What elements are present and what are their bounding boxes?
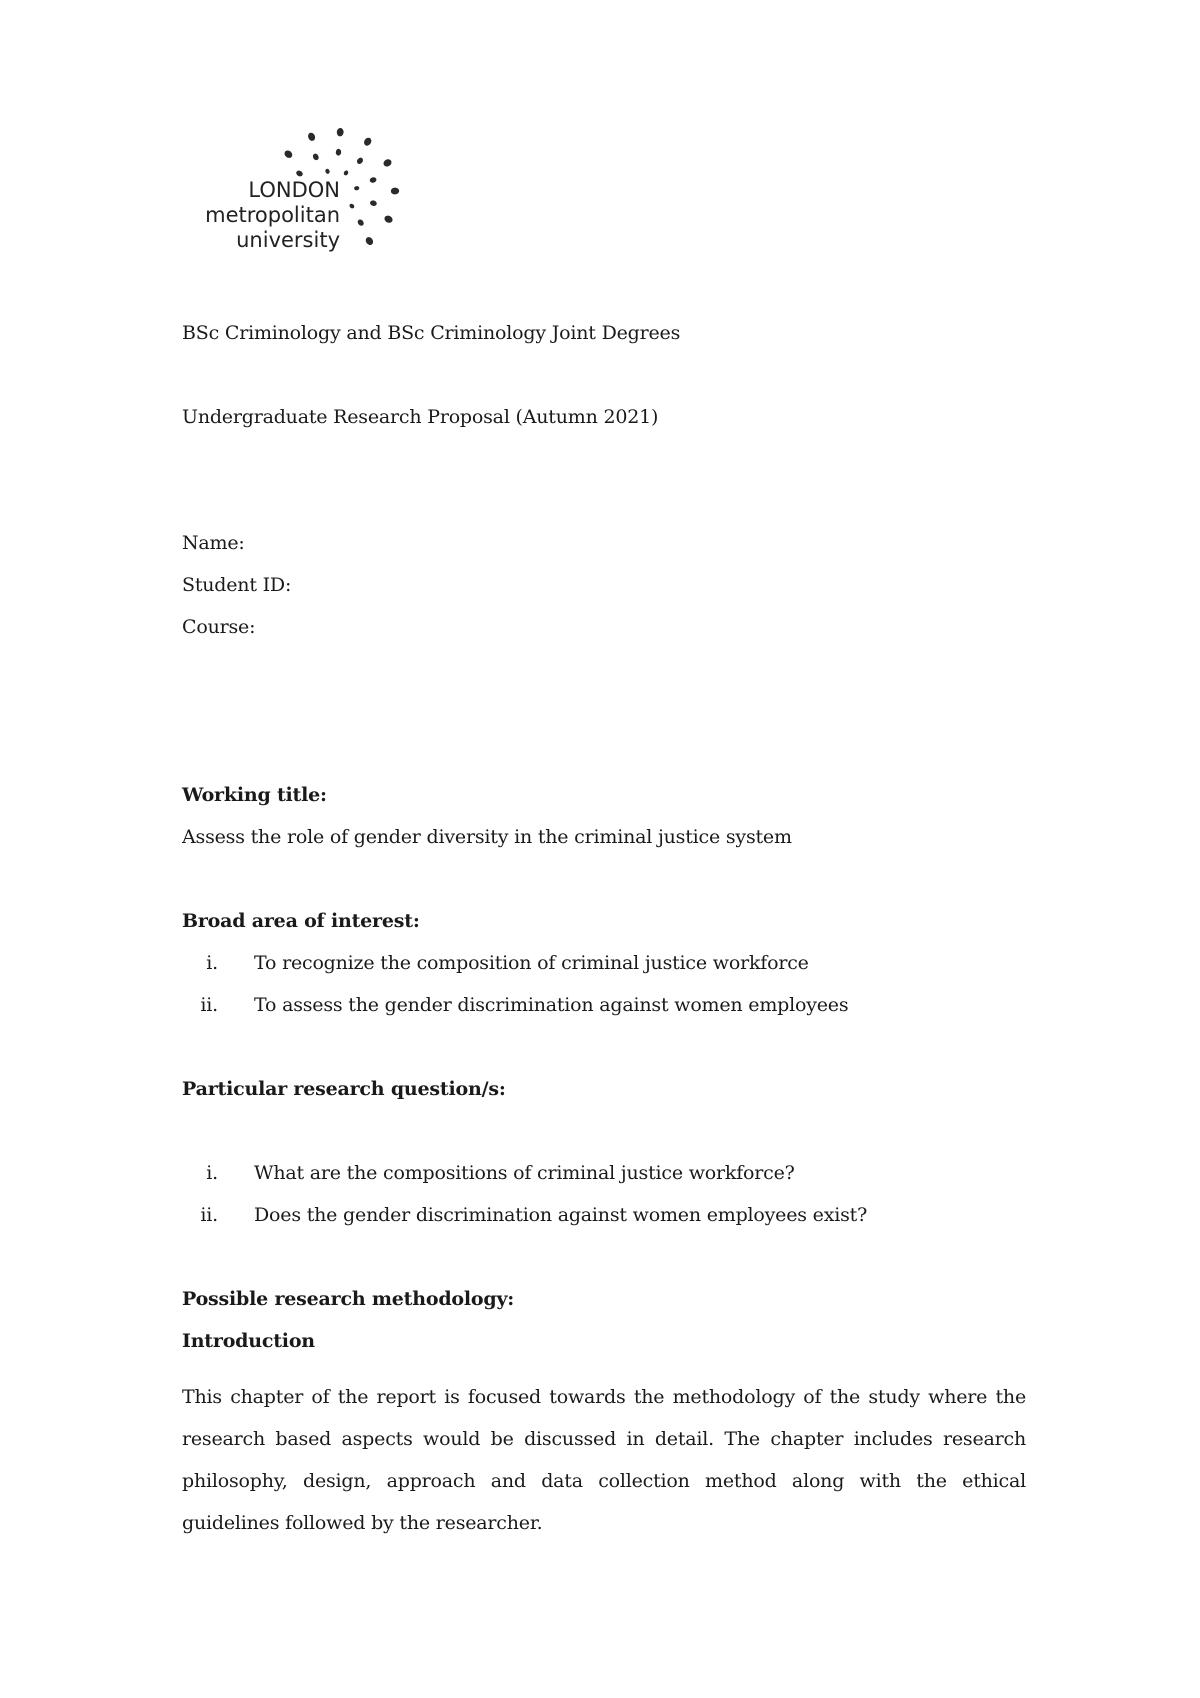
list-item-number: ii. [200,994,218,1016]
introduction-paragraph: This chapter of the report is focused towards the methodology of the study where the research based aspects would be discussed in detail. The chapter includes research philosophy, design, approach and data collection method along with the ethical guidelines followed by the researcher. [182,1386,1026,1534]
working-title-heading: Working title: [182,784,327,806]
list-item-text: To assess the gender discrimination against women employees [254,994,849,1016]
logo-line-london: LONDON [248,178,340,202]
list-item-number: i. [206,952,218,974]
logo-dot [364,236,374,247]
name-label: Name: [182,532,245,554]
logo-dot [383,214,394,224]
logo-wordmark [190,178,340,253]
introduction-subheading: Introduction [182,1330,315,1352]
logo-dot [312,153,320,162]
list-item-number: i. [206,1162,218,1184]
logo-dot [295,170,304,178]
proposal-title: Undergraduate Research Proposal (Autumn 2021) [182,406,659,428]
list-item-text: Does the gender discrimination against women employees exist? [254,1204,868,1226]
logo-dot [336,128,344,137]
research-questions-heading: Particular research question/s: [182,1078,506,1100]
program-title: BSc Criminology and BSc Criminology Joint Degrees [182,322,681,344]
broad-area-heading: Broad area of interest: [182,910,420,932]
methodology-heading: Possible research methodology: [182,1288,515,1310]
logo-dot [343,170,349,177]
logo-dot [363,136,373,147]
logo-dot [356,218,365,227]
logo-dot [391,188,400,195]
logo-dot [336,149,342,156]
logo-line-metropolitan: metropolitan [205,203,340,227]
list-item-text: To recognize the composition of criminal justice workforce [254,952,809,974]
course-label: Course: [182,616,256,638]
logo-dot [369,200,377,207]
logo-dot [283,149,294,160]
list-item-number: ii. [200,1204,218,1226]
logo-dot [325,168,331,174]
logo-dot [369,176,377,183]
logo-line-university: university [236,228,340,252]
working-title-text: Assess the role of gender diversity in the criminal justice system [182,826,792,848]
logo-dot [354,186,360,191]
logo-dot [307,132,317,142]
student-id-label: Student ID: [182,574,292,596]
logo-dot [349,203,356,210]
logo-dot [382,158,393,168]
logo-dot [356,156,364,165]
university-logo [190,112,420,262]
list-item-text: What are the compositions of criminal justice workforce? [254,1162,795,1184]
